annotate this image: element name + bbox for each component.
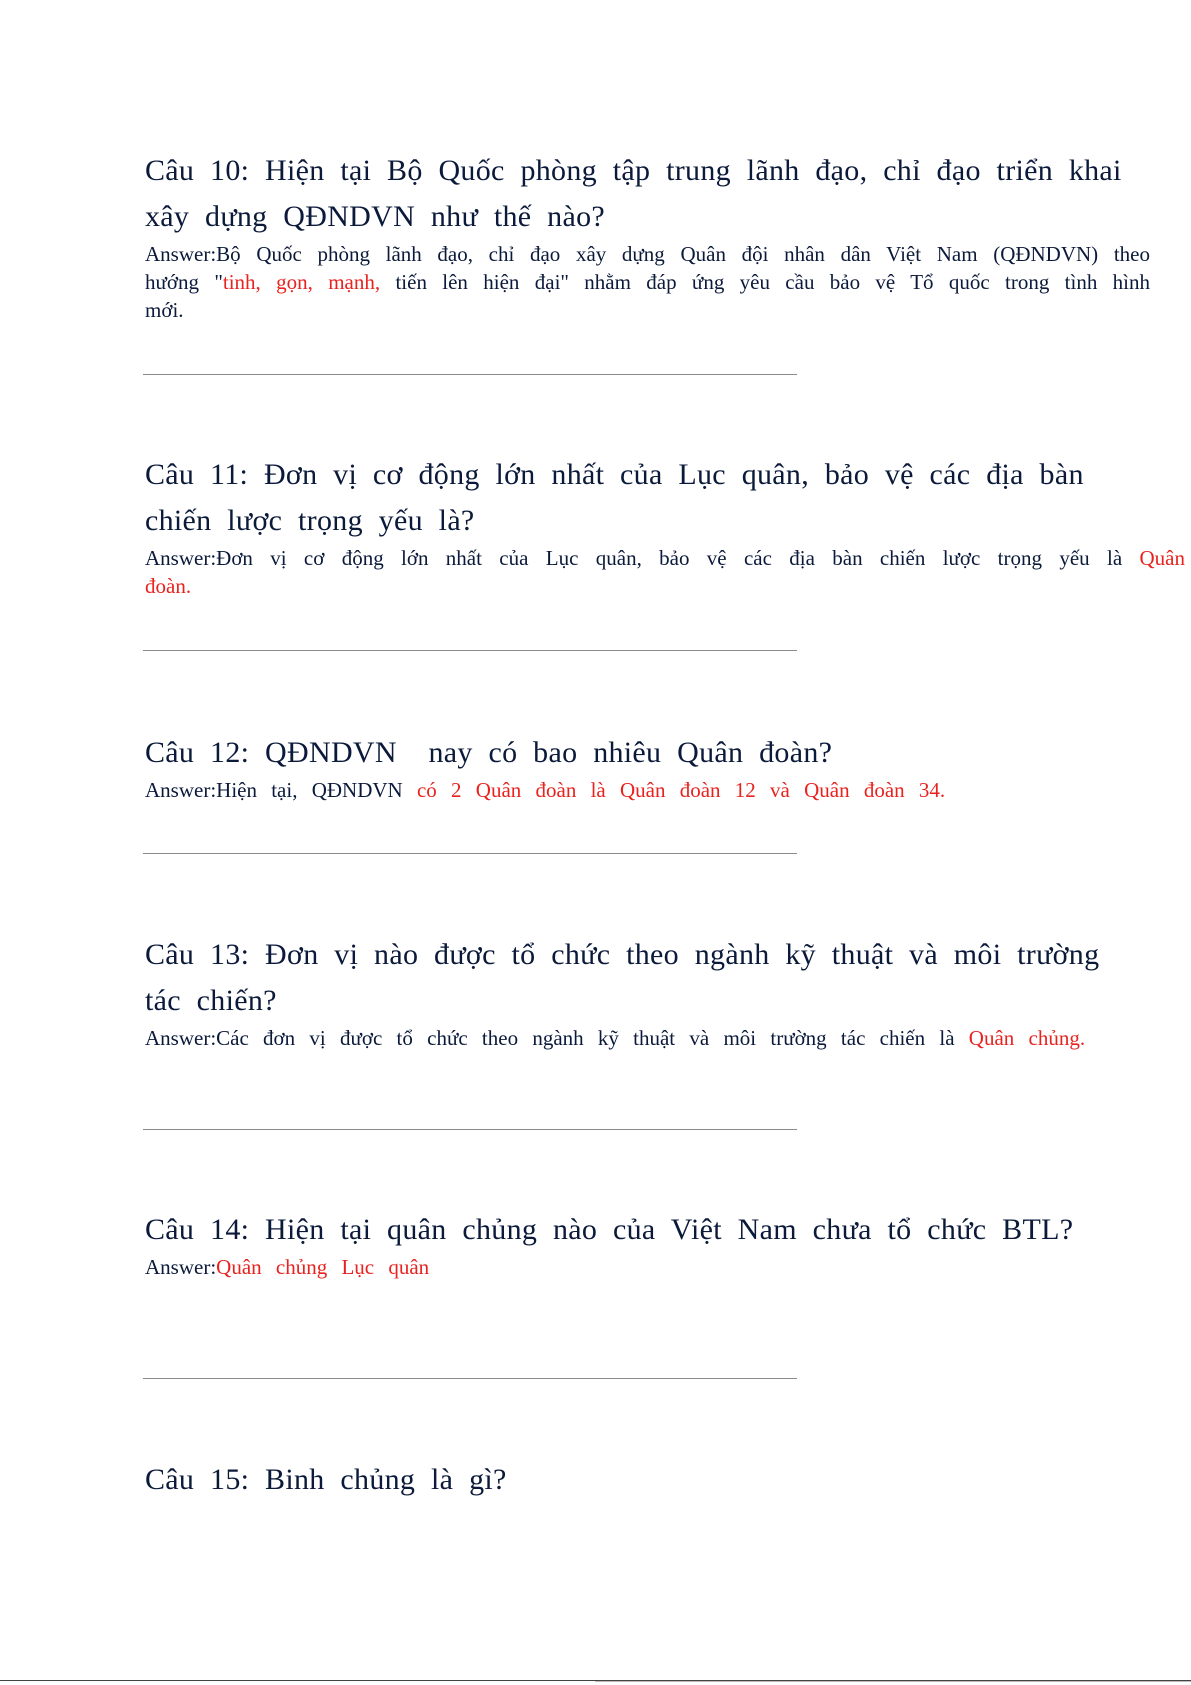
question-11-text: Câu 11: Đơn vị cơ động lớn nhất của Lục quân, bảo vệ các địa bàn chiến lược trọng yếu là? <box>145 458 1084 537</box>
answer-text: Bộ Quốc phòng lãnh đạo, chỉ đạo xây dựng Quân đội nhân dân Việt Nam (QĐNDVN) theo hướng " <box>145 242 1150 294</box>
answer-highlight: tinh, gọn, mạnh, <box>222 270 381 294</box>
page-bottom-edge-shadow <box>595 1681 1191 1682</box>
answer-highlight: Quân chủng. <box>968 1026 1086 1050</box>
answer-text: Đơn vị cơ động lớn nhất của Lục quân, bảo vệ các địa bàn chiến lược trọng yếu là <box>216 546 1140 570</box>
answer-highlight: có 2 Quân đoàn là Quân đoàn 12 và Quân đoàn 34. <box>416 778 946 802</box>
question-10-text: Câu 10: Hiện tại Bộ Quốc phòng tập trung lãnh đạo, chỉ đạo triển khai xây dựng QĐNDVN như thế nào? <box>145 154 1122 233</box>
question-block-11 <box>145 452 1185 600</box>
question-block-13 <box>145 932 1150 1052</box>
answer-label: Answer: <box>145 546 217 570</box>
answer-12 <box>145 776 1125 804</box>
question-block-12 <box>145 730 1125 804</box>
question-block-14 <box>145 1207 1125 1281</box>
answer-text: Hiện tại, QĐNDVN <box>216 778 417 802</box>
answer-text: tiến lên hiện đại" nhằm đáp ứng yêu cầu bảo vệ Tổ quốc trong tình hình mới. <box>145 270 1150 322</box>
question-15-text: Câu 15: Binh chủng là gì? <box>145 1463 507 1496</box>
answer-10 <box>145 240 1150 324</box>
answer-highlight: Quân đoàn. <box>145 546 1185 598</box>
answer-highlight: Quân chủng Lục quân <box>216 1255 430 1279</box>
question-13-text: Câu 13: Đơn vị nào được tổ chức theo ngành kỹ thuật và môi trường tác chiến? <box>145 938 1100 1017</box>
answer-label: Answer: <box>145 778 217 802</box>
divider <box>143 374 797 375</box>
answer-11 <box>145 544 1185 600</box>
answer-text: Các đơn vị được tổ chức theo ngành kỹ thuật và môi trường tác chiến là <box>216 1026 969 1050</box>
divider <box>143 853 797 854</box>
question-block-15 <box>145 1457 1125 1503</box>
divider <box>143 1129 797 1130</box>
answer-label: Answer: <box>145 1026 217 1050</box>
answer-14 <box>145 1253 1125 1281</box>
answer-label: Answer: <box>145 1255 217 1279</box>
divider <box>143 1378 797 1379</box>
divider <box>143 650 797 651</box>
answer-13 <box>145 1024 1150 1052</box>
question-12-text: Câu 12: QĐNDVN nay có bao nhiêu Quân đoàn? <box>145 736 833 769</box>
question-14-text: Câu 14: Hiện tại quân chủng nào của Việt Nam chưa tổ chức BTL? <box>145 1213 1074 1246</box>
question-block-10 <box>145 148 1150 324</box>
answer-label: Answer: <box>145 242 217 266</box>
